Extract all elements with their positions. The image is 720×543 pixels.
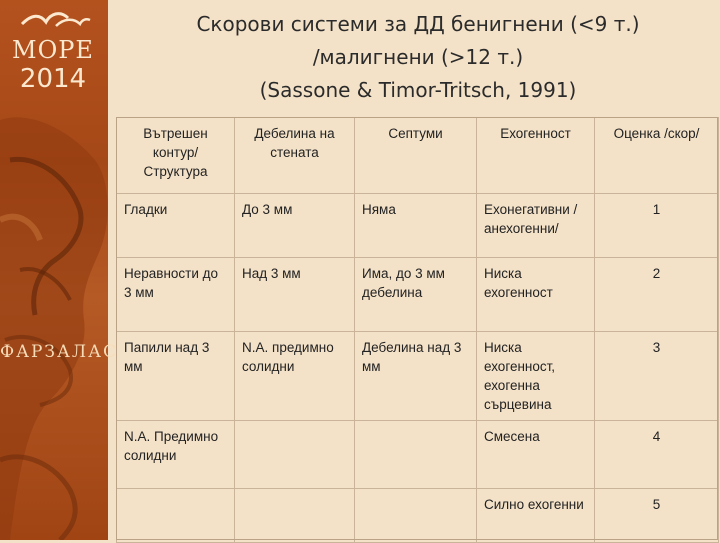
table-cell: Ниска ехогенност (477, 258, 595, 332)
table-cell: N.A. Предимно солидни (117, 421, 235, 489)
table-row (117, 489, 719, 543)
title-line-2: /малигнени (>12 т.) (312, 45, 524, 69)
side-inscription: ФАРЗАЛАС (0, 342, 118, 362)
score-cell: 4 (595, 421, 719, 489)
header-cell: Дебелина на стената (235, 118, 355, 194)
table-cell (117, 489, 235, 543)
scoring-table (116, 117, 719, 543)
header-cell: Оценка /скор/ (595, 118, 719, 194)
seabirds-icon (16, 6, 92, 36)
table-header-row (117, 118, 719, 194)
score-cell: 5 (595, 489, 719, 543)
table-cell: Силно ехогенни (477, 489, 595, 543)
table-cell (235, 489, 355, 543)
table-cell: Няма (355, 194, 477, 258)
score-cell: 1 (595, 194, 719, 258)
table-cell: Смесена (477, 421, 595, 489)
table-cell: Дебелина над 3 мм (355, 332, 477, 421)
table-cell: Неравности до 3 мм (117, 258, 235, 332)
conference-logo (8, 6, 98, 96)
statue-face-image (0, 100, 118, 540)
table-cell: Ехонегативни /анехогенни/ (477, 194, 595, 258)
table-cell: Над 3 мм (235, 258, 355, 332)
table-row (117, 332, 719, 421)
table-cell: Има, до 3 мм дебелина (355, 258, 477, 332)
table-cell: N.A. предимно солидни (235, 332, 355, 421)
table-cell (355, 489, 477, 543)
table-cell (235, 421, 355, 489)
slide-title (118, 8, 718, 107)
title-line-3: (Sassone & Timor-Tritsch, 1991) (259, 78, 577, 102)
title-line-1: Скорови системи за ДД бенигнени (<9 т.) (196, 12, 640, 36)
header-cell: Септуми (355, 118, 477, 194)
logo-word: МОРЕ (12, 36, 94, 64)
table-cell: Ниска ехогенност, ехогенна сърцевина (477, 332, 595, 421)
table-row (117, 258, 719, 332)
table-cell: До 3 мм (235, 194, 355, 258)
table-cell: Гладки (117, 194, 235, 258)
table-row (117, 421, 719, 489)
header-cell: Ехогенност (477, 118, 595, 194)
table-cell (355, 421, 477, 489)
table-row (117, 194, 719, 258)
header-cell: Вътрешен контур/ Структура (117, 118, 235, 194)
logo-year: 2014 (19, 64, 87, 94)
score-cell: 2 (595, 258, 719, 332)
table-cell: Папили над 3 мм (117, 332, 235, 421)
score-cell: 3 (595, 332, 719, 421)
